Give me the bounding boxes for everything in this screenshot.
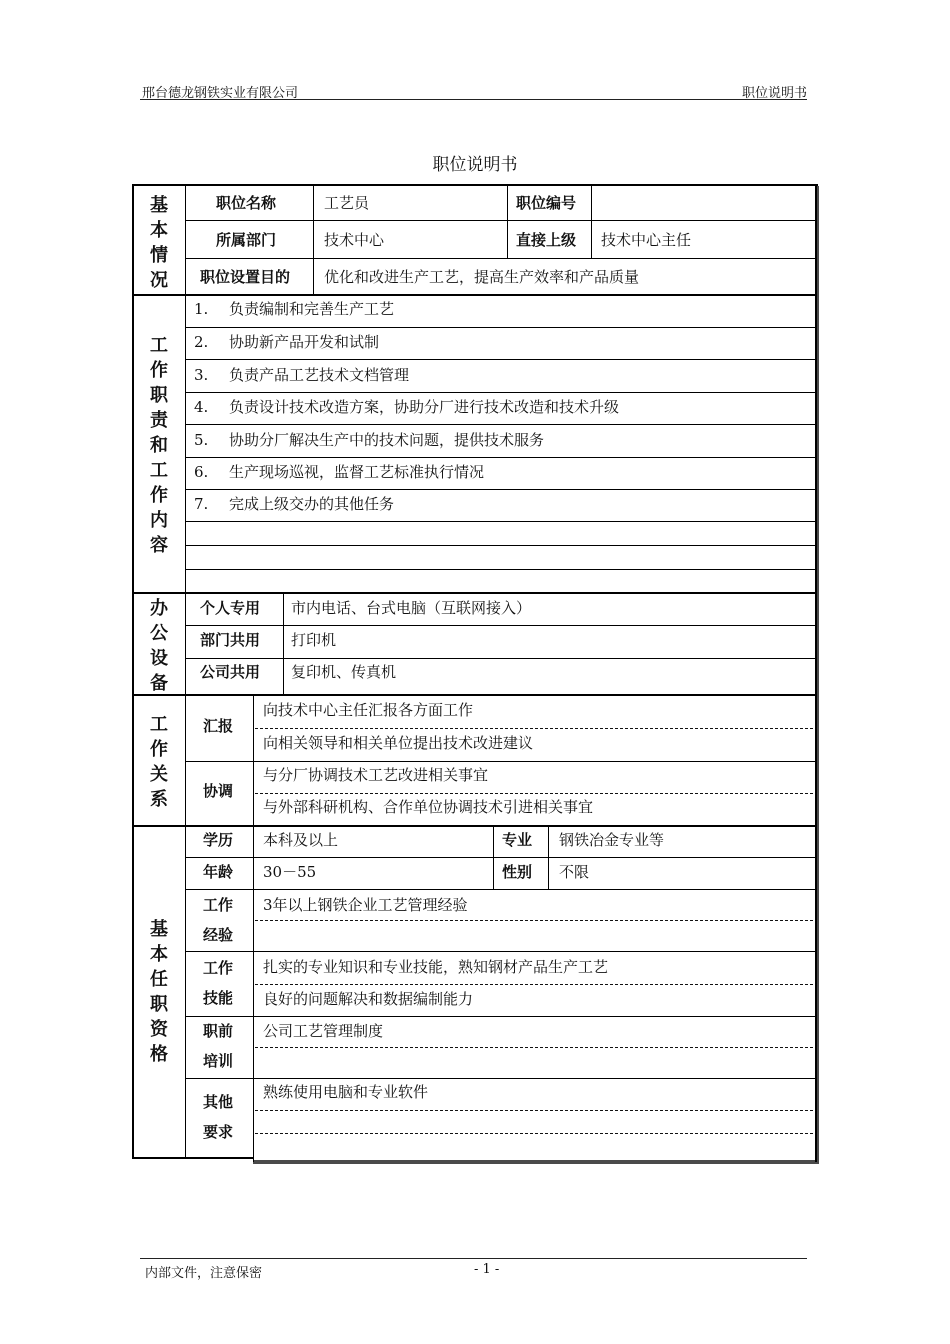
age-value: 30－55 [263, 863, 317, 881]
section-basic-info: 基 本 情 况 [150, 195, 168, 291]
department-equipment-label: 部门共用 [200, 631, 261, 649]
duty-item-number: 4. [194, 398, 209, 416]
age-label: 年龄 [203, 863, 234, 881]
duty-item-text: 协助新产品开发和试制 [229, 333, 380, 351]
skills-label-line-2: 技能 [203, 989, 234, 1007]
training-value: 公司工艺管理制度 [263, 1022, 384, 1040]
job-title-label: 职位名称 [216, 194, 277, 212]
duty-item-number: 5. [194, 431, 209, 449]
skills-value-2: 良好的问题解决和数据编制能力 [263, 990, 474, 1008]
company-equipment-value: 复印机、传真机 [291, 663, 397, 681]
education-value: 本科及以上 [263, 831, 339, 849]
report-label: 汇报 [203, 717, 234, 735]
report-line-1: 向技术中心主任汇报各方面工作 [263, 701, 474, 719]
duty-item-text: 负责编制和完善生产工艺 [229, 300, 395, 318]
duty-item-text: 负责产品工艺技术文档管理 [229, 366, 410, 384]
superior-value: 技术中心主任 [601, 231, 692, 249]
duty-item-number: 1. [194, 300, 209, 318]
duty-item-text: 协助分厂解决生产中的技术问题，提供技术服务 [229, 431, 545, 449]
page-number: - 1 - [474, 1262, 500, 1277]
confidential-note: 内部文件，注意保密 [145, 1266, 263, 1281]
report-line-2: 向相关领导和相关单位提出技术改进建议 [263, 734, 534, 752]
table-shadow-bottom [253, 1160, 819, 1164]
personal-equipment-label: 个人专用 [200, 599, 261, 617]
gender-value: 不限 [559, 863, 590, 881]
personal-equipment-value: 市内电话、台式电脑（互联网接入） [291, 599, 532, 617]
document-title: 职位说明书 [432, 155, 518, 175]
duty-item-number: 6. [194, 463, 209, 481]
company-equipment-label: 公司共用 [200, 663, 261, 681]
gender-label: 性别 [502, 863, 533, 881]
training-label-line-1: 职前 [203, 1022, 234, 1040]
skills-label-line-1: 工作 [203, 959, 234, 977]
major-label: 专业 [502, 831, 533, 849]
department-label: 所属部门 [216, 231, 277, 249]
header-doc-type: 职位说明书 [741, 86, 807, 101]
purpose-value: 优化和改进生产工艺，提高生产效率和产品质量 [324, 268, 640, 286]
department-equipment-value: 打印机 [291, 631, 337, 649]
purpose-label: 职位设置目的 [200, 268, 291, 286]
coordinate-label: 协调 [203, 782, 234, 800]
department-value: 技术中心 [324, 231, 385, 249]
other-requirements-label-line-1: 其他 [203, 1093, 234, 1111]
superior-label: 直接上级 [516, 231, 577, 249]
section-duties: 工 作 职 责 和 工 作 内 容 [150, 335, 168, 556]
company-name: 邢台德龙钢铁实业有限公司 [142, 86, 299, 101]
major-value: 钢铁冶金专业等 [559, 831, 665, 849]
section-work-relations: 工 作 关 系 [150, 714, 168, 810]
section-office-equipment: 办 公 设 备 [150, 598, 168, 694]
other-requirements-label-line-2: 要求 [203, 1123, 234, 1141]
header-rule [140, 99, 807, 100]
education-label: 学历 [203, 831, 234, 849]
other-requirements-value: 熟练使用电脑和专业软件 [263, 1083, 429, 1101]
section-qualifications: 基 本 任 职 资 格 [150, 919, 168, 1065]
job-title-value: 工艺员 [324, 194, 370, 212]
coordinate-line-1: 与分厂协调技术工艺改进相关事宜 [263, 766, 489, 784]
duty-item-text: 生产现场巡视，监督工艺标准执行情况 [229, 463, 485, 481]
experience-value: 3年以上钢铁企业工艺管理经验 [263, 896, 468, 914]
skills-value-1: 扎实的专业知识和专业技能，熟知钢材产品生产工艺 [263, 958, 609, 976]
training-label-line-2: 培训 [203, 1052, 234, 1070]
job-code-label: 职位编号 [516, 194, 577, 212]
coordinate-line-2: 与外部科研机构、合作单位协调技术引进相关事宜 [263, 798, 594, 816]
experience-label-line-1: 工作 [203, 896, 234, 914]
duty-item-text: 负责设计技术改造方案，协助分厂进行技术改造和技术升级 [229, 398, 620, 416]
footer-rule [140, 1258, 807, 1259]
duty-item-text: 完成上级交办的其他任务 [229, 495, 395, 513]
duty-item-number: 7. [194, 495, 209, 513]
duty-item-number: 3. [194, 366, 209, 384]
experience-label-line-2: 经验 [203, 926, 234, 944]
duty-item-number: 2. [194, 333, 209, 351]
